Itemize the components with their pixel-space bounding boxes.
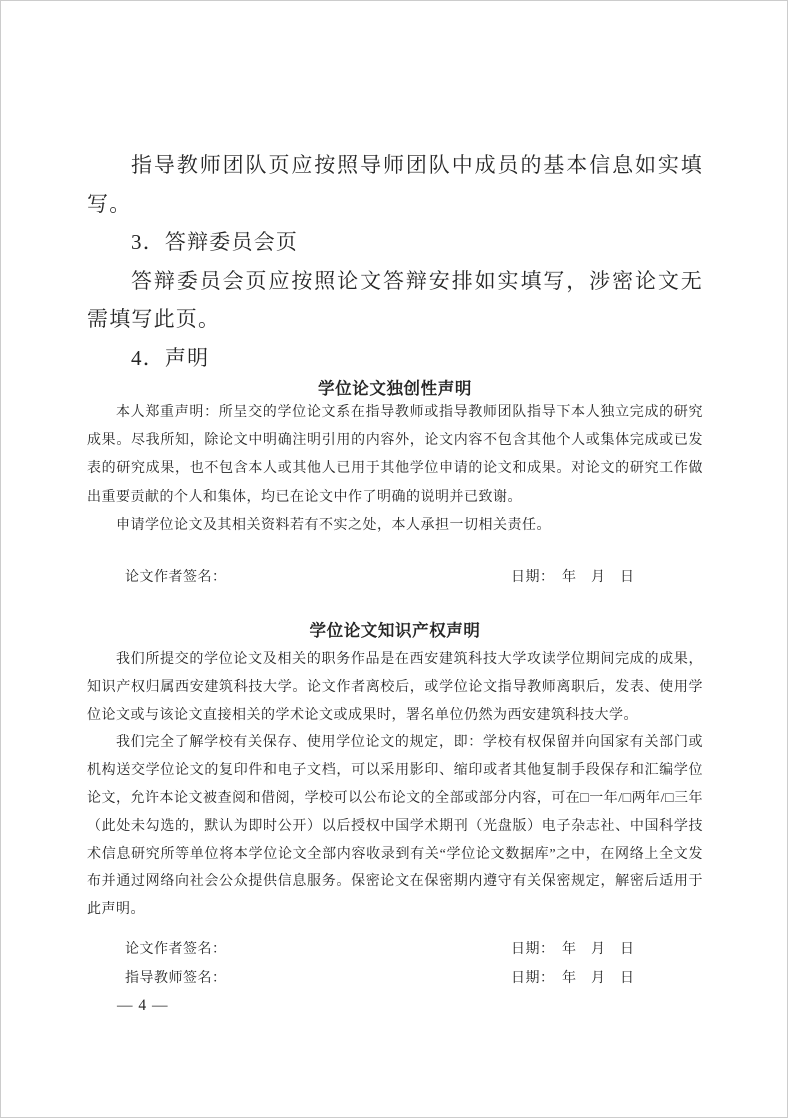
signature-row [87,936,703,965]
originality-paragraph-1: 本人郑重声明：所呈交的学位论文系在指导教师或指导教师团队指导下本人独立完成的研究成果。尽我所知，除论文中明确注明引用的内容外，论文内容不包含其他个人或集体完成或已发表的研究成果，也不包含本人或其他人已用于其他学位申请的论文和成果。对论文的研究工作做出重要贡献的个人和集体，均已在论文中作了明确的说明并已致谢。 [87,405,703,505]
intro-section [87,146,703,378]
originality-declaration-body [87,399,703,540]
date-label: 日期： 年 月 日 [511,942,635,957]
ip-paragraph-1: 我们所提交的学位论文及相关的职务作品是在西安建筑科技大学攻读学位期间完成的成果，知识产权归属西安建筑科技大学。论文作者离校后，或学位论文指导教师离职后，发表、使用学位论文或与该论文直接相关的学术论文或成果时，署名单位仍然为西安建筑科技大学。 [87,652,703,723]
ip-declaration-title: 学位论文知识产权声明 [309,621,481,640]
intro-heading-statements: 4．声明 [131,345,210,370]
author-signature-label: 论文作者签名： [125,942,227,957]
date-label: 日期： 年 月 日 [511,970,635,986]
date-label: 日期： 年 月 日 [511,570,635,585]
ip-declaration-body [87,646,703,924]
intro-heading-defense-committee: 3．答辩委员会页 [131,230,299,255]
page-number: — 4 — [117,997,169,1014]
ip-signature-block [87,936,703,993]
supervisor-signature-label: 指导教师签名： [125,970,227,986]
ip-paragraph-2: 我们完全了解学校有关保存、使用学位论文的规定，即：学校有权保留并向国家有关部门或机构送交学位论文的复印件和电子文档，可以采用影印、缩印或者其他复制手段保存和汇编学位论文，允许本论文被查阅和借阅，学校可以公布论文的全部或部分内容，可在□一年/□两年/□三年（此处未勾选的，默认为即时公开）以后授权中国学术期刊（光盘版）电子杂志社、中国科学技术信息研究所等单位将本学位论文全部内容收录到有关“学位论文数据库”之中，在网络上全文发布并通过网络向社会公众提供信息服务。保密论文在保密期内遵守有关保密规定，解密后适用于此声明。 [87,735,703,918]
originality-paragraph-2: 申请学位论文及其相关资料若有不实之处，本人承担一切相关责任。 [116,517,551,533]
intro-paragraph-defense-committee: 答辩委员会页应按照论文答辩安排如实填写，涉密论文无需填写此页。 [87,268,703,332]
intro-paragraph-supervisor-team: 指导教师团队页应按照导师团队中成员的基本信息如实填写。 [87,153,703,216]
originality-signature-block [87,564,703,593]
author-signature-label: 论文作者签名： [125,570,227,585]
signature-row [87,564,703,593]
signature-row [87,965,703,994]
originality-declaration-title: 学位论文独创性声明 [318,379,472,398]
